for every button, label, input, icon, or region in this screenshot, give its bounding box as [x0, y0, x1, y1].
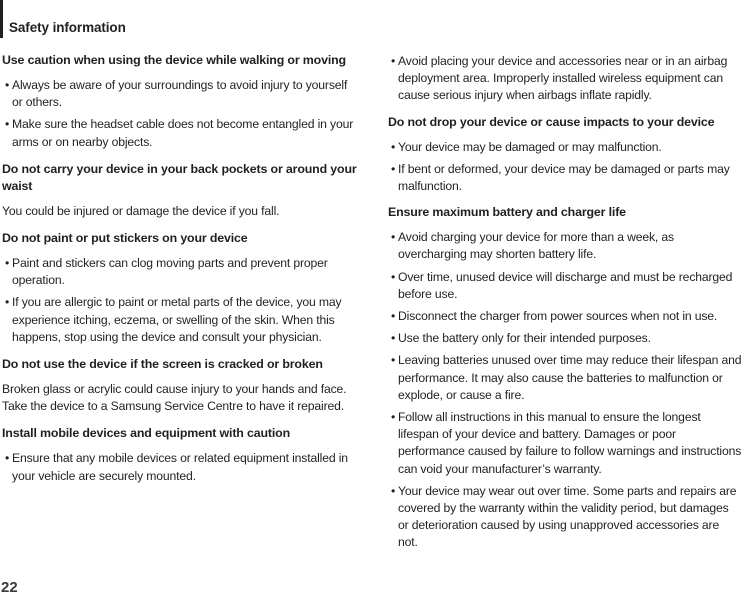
bullet-list — [2, 450, 358, 484]
bullet-icon: • — [391, 483, 396, 498]
bullet-icon: • — [5, 78, 10, 92]
list-item: • Ensure that any mobile devices or related equipment installed in your vehicle are securely mounted. — [5, 451, 348, 483]
bullet-icon: • — [5, 256, 10, 271]
section-heading: Install mobile devices and equipment with caution — [2, 426, 291, 441]
bullet-icon: • — [5, 451, 10, 466]
section-heading: Do not carry your device in your back pockets or around your waist — [2, 161, 357, 193]
section-airbag — [388, 53, 742, 105]
bullet-icon: • — [391, 309, 396, 324]
list-item: • Use the battery only for their intended purposes. — [388, 330, 742, 347]
bullet-list — [388, 53, 742, 105]
list-item: • Always be aware of your surroundings to avoid injury to yourself or others. — [5, 78, 348, 110]
section-cracked-screen — [2, 356, 358, 415]
section-back-pocket — [2, 161, 358, 220]
section-heading: Do not paint or put stickers on your device — [2, 231, 248, 246]
bullet-icon: • — [391, 353, 396, 368]
list-item: • If you are allergic to paint or metal parts of the device, you may experience itching, eczema, or swelling of the skin. When this happens, stop using the device and consult your physician. — [5, 295, 342, 344]
section-battery-life — [388, 204, 742, 551]
list-item: • Paint and stickers can clog moving parts and prevent proper operation. — [5, 256, 328, 288]
left-column — [2, 52, 358, 495]
header-rule — [0, 0, 3, 38]
list-item: • Your device may wear out over time. Some parts and repairs are covered by the warranty within the validity period, but damages or deterioration caused by using unapproved accessories are not. — [391, 483, 737, 550]
list-item: • Follow all instructions in this manual to ensure the longest lifespan of your device and battery. Damages or poor performance caused by failure to follow warnings and instructions can void your manufacturer’s warranty. — [391, 410, 742, 476]
section-walking-caution — [2, 52, 358, 151]
bullet-icon: • — [5, 295, 10, 310]
section-heading: Do not drop your device or cause impacts to your device — [388, 114, 715, 129]
page-header-title: Safety information — [9, 20, 126, 35]
bullet-icon: • — [391, 269, 396, 284]
section-text: You could be injured or damage the device if you fall. — [2, 203, 280, 218]
list-item: • Avoid placing your device and accessories near or in an airbag deployment area. Improperly installed wireless equipment can cause serious injury when airbags inflate rapidly. — [391, 54, 728, 103]
section-text: Broken glass or acrylic could cause injury to your hands and face. Take the device to a Samsung Service Centre to have it repaired. — [2, 382, 347, 414]
section-install-caution — [2, 425, 358, 484]
bullet-list — [388, 229, 742, 551]
right-column — [388, 53, 742, 561]
bullet-icon: • — [5, 117, 10, 132]
bullet-icon: • — [391, 139, 396, 154]
section-heading: Use caution when using the device while walking or moving — [2, 53, 346, 67]
bullet-icon: • — [391, 410, 396, 425]
list-item: • If bent or deformed, your device may be damaged or parts may malfunction. — [391, 161, 730, 194]
section-drop-impact — [388, 114, 742, 196]
section-paint-stickers — [2, 230, 358, 346]
bullet-icon: • — [391, 161, 396, 176]
list-item: • Avoid charging your device for more than a week, as overcharging may shorten battery life. — [391, 230, 674, 262]
section-heading: Ensure maximum battery and charger life — [388, 205, 626, 220]
bullet-list — [2, 77, 358, 151]
bullet-icon: • — [391, 331, 396, 346]
list-item: • Disconnect the charger from power sources when not in use. — [388, 308, 742, 325]
section-heading: Do not use the device if the screen is cracked or broken — [2, 357, 323, 372]
bullet-icon: • — [391, 230, 396, 245]
bullet-list — [388, 139, 742, 196]
page-number: 22 — [1, 579, 18, 596]
bullet-list — [2, 255, 358, 346]
list-item: • Your device may be damaged or may malfunction. — [388, 139, 742, 156]
list-item: • Over time, unused device will discharge and must be recharged before use. — [391, 269, 733, 301]
list-item: • Leaving batteries unused over time may reduce their lifespan and performance. It may also cause the batteries to malfunction or explode, or cause a fire. — [391, 353, 742, 402]
list-item: • Make sure the headset cable does not become entangled in your arms or on nearby objects. — [5, 117, 354, 149]
bullet-icon: • — [391, 54, 396, 68]
